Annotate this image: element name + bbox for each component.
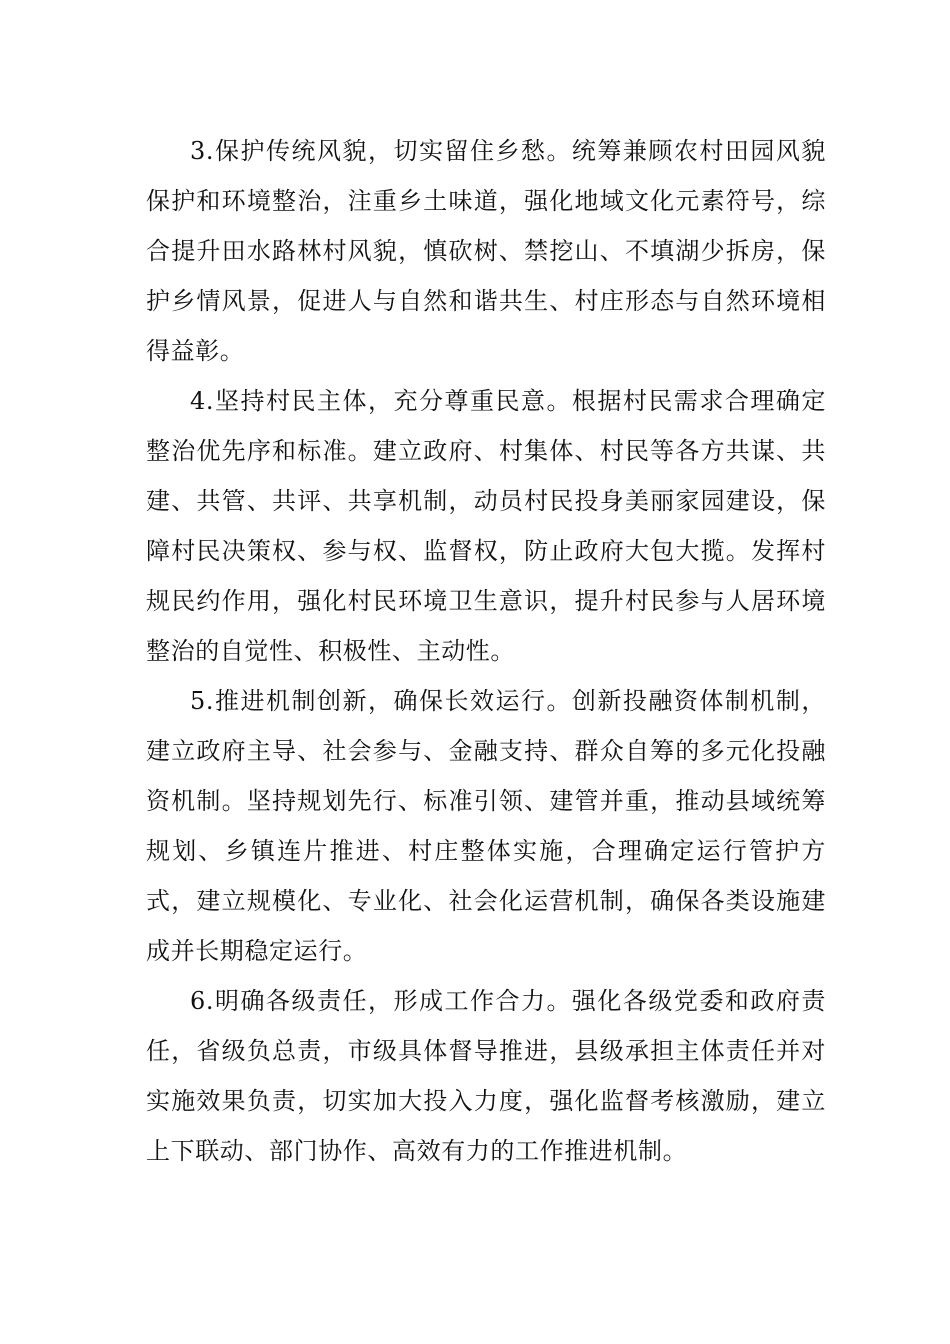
paragraph-4: 4.坚持村民主体，充分尊重民意。根据村民需求合理确定整治优先序和标准。建立政府、村集体、村民等各方共谋、共建、共管、共评、共享机制，动员村民投身美丽家园建设，保障村民决策权、参与权、监督权，防止政府大包大揽。发挥村规民约作用，强化村民环境卫生意识，提升村民参与人居环境整治的自觉性、积极性、主动性。 bbox=[146, 387, 826, 665]
paragraph-5: 5.推进机制创新，确保长效运行。创新投融资体制机制，建立政府主导、社会参与、金融支持、群众自筹的多元化投融资机制。坚持规划先行、标准引领、建管并重，推动县域统筹规划、乡镇连片推进、村庄整体实施，合理确定运行管护方式，建立规模化、专业化、社会化运营机制，确保各类设施建成并长期稳定运行。 bbox=[146, 687, 826, 965]
paragraph-3: 3.保护传统风貌，切实留住乡愁。统筹兼顾农村田园风貌保护和环境整治，注重乡土味道，强化地域文化元素符号，综合提升田水路林村风貌，慎砍树、禁挖山、不填湖少拆房，保护乡情风景，促进人与自然和谐共生、村庄形态与自然环境相得益彰。 bbox=[146, 137, 826, 365]
paragraph-6: 6.明确各级责任，形成工作合力。强化各级党委和政府责任，省级负总责，市级具体督导推进，县级承担主体责任并对实施效果负责，切实加大投入力度，强化监督考核激励，建立上下联动、部门协作、高效有力的工作推进机制。 bbox=[146, 987, 826, 1165]
document-body bbox=[146, 126, 826, 1176]
